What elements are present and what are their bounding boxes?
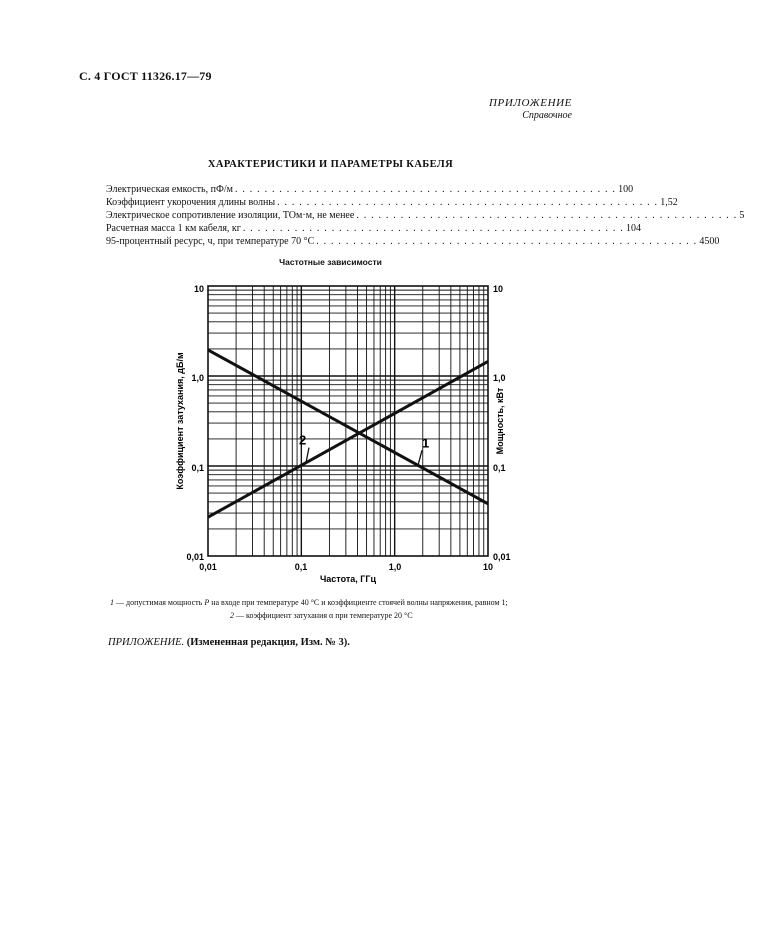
param-row (106, 235, 720, 248)
leader-dots: . . . . . . . . . . . . . . . . . . . . . . . . . . . . . . . . . . . . . . . . . . . . . . . . . . . . (234, 184, 617, 195)
chart-caption (110, 596, 610, 622)
appendix-label (489, 97, 572, 121)
series-label-1: 1 (422, 435, 430, 451)
plot-frame (208, 286, 488, 556)
chart-series (208, 350, 488, 517)
y-tick-left-label: 0,1 (191, 463, 204, 473)
y-tick-left-label: 0,01 (186, 552, 204, 562)
series-label-2: 2 (299, 432, 307, 448)
footnote-bold: (Измененная редакция, Изм. № 3). (184, 637, 350, 648)
appendix-subtitle: Справочное (522, 110, 572, 121)
caption-line-2 (110, 609, 610, 622)
appendix-title: ПРИЛОЖЕНИЕ (489, 97, 572, 109)
y-tick-right-label: 0,01 (493, 552, 511, 562)
leader-dots: . . . . . . . . . . . . . . . . . . . . . . . . . . . . . . . . . . . . . . . . . . . . . . . . . . . . (356, 210, 738, 221)
x-axis-label: Частота, ГГц (319, 574, 377, 584)
x-tick-label: 1,0 (388, 562, 402, 572)
chart-grid (208, 286, 488, 556)
frequency-chart (170, 276, 510, 588)
leader-dots: . . . . . . . . . . . . . . . . . . . . . . . . . . . . . . . . . . . . . . . . . . . . . . . . . . . . (242, 223, 624, 234)
footnote (108, 637, 350, 648)
param-label: Электрическая емкость, пФ/м (106, 184, 233, 195)
x-tick-label: 0,1 (294, 562, 308, 572)
param-label: Расчетная масса 1 км кабеля, кг (106, 223, 241, 234)
param-value: 4500 (699, 236, 720, 247)
param-value: 104 (626, 223, 641, 234)
chart-title: Частотные зависимости (279, 257, 382, 267)
param-value: 5 (739, 210, 745, 221)
param-label: Коэффициент укорочения длины волны (106, 197, 276, 208)
caption-var: P (204, 598, 210, 607)
caption-num-1: 1 (110, 598, 114, 607)
param-row (106, 209, 745, 222)
param-row (106, 183, 634, 196)
caption-text-1b: на входе при температуре 40 °С и коэффициенте стоячей волны напряжения, равном 1; (209, 598, 508, 607)
x-tick-label: 0,01 (199, 562, 217, 572)
y-tick-left-label: 1,0 (191, 373, 204, 383)
leader-dots: . . . . . . . . . . . . . . . . . . . . . . . . . . . . . . . . . . . . . . . . . . . . . . . . . . . . (277, 197, 659, 208)
footnote-italic: ПРИЛОЖЕНИЕ. (108, 637, 185, 648)
series-label-leader (418, 450, 422, 465)
param-label: 95-процентный ресурс, ч, при температуре 70 °С (106, 236, 315, 247)
y-tick-right-label: 0,1 (493, 463, 506, 473)
param-value: 1,52 (660, 197, 678, 208)
parameters-list (106, 183, 745, 248)
y-axis-right-label: Мощность, кВт (495, 387, 505, 455)
param-row (106, 222, 641, 235)
caption-num-2: 2 (230, 611, 234, 620)
series-line-1 (208, 350, 488, 504)
caption-line-1 (110, 596, 610, 609)
y-tick-left-label: 10 (193, 284, 204, 294)
y-tick-right-label: 1,0 (493, 373, 506, 383)
page-header: С. 4 ГОСТ 11326.17—79 (79, 69, 212, 83)
x-tick-label: 10 (482, 562, 494, 572)
y-tick-right-label: 10 (493, 284, 504, 294)
caption-text-1a: — допустимая мощность (114, 598, 205, 607)
param-row (106, 196, 678, 209)
param-label: Электрическое сопротивление изоляции, ТОм·м, не менее (106, 210, 355, 221)
y-axis-left-label: Коэффициент затухания, дБ/м (175, 352, 185, 490)
section-title: ХАРАКТЕРИСТИКИ И ПАРАМЕТРЫ КАБЕЛЯ (207, 159, 454, 170)
param-value: 100 (618, 184, 634, 195)
caption-text-2: — коэффициент затухания α при температуре 20 °С (234, 611, 413, 620)
leader-dots: . . . . . . . . . . . . . . . . . . . . . . . . . . . . . . . . . . . . . . . . . . . . . . . . . . . . (316, 236, 698, 247)
